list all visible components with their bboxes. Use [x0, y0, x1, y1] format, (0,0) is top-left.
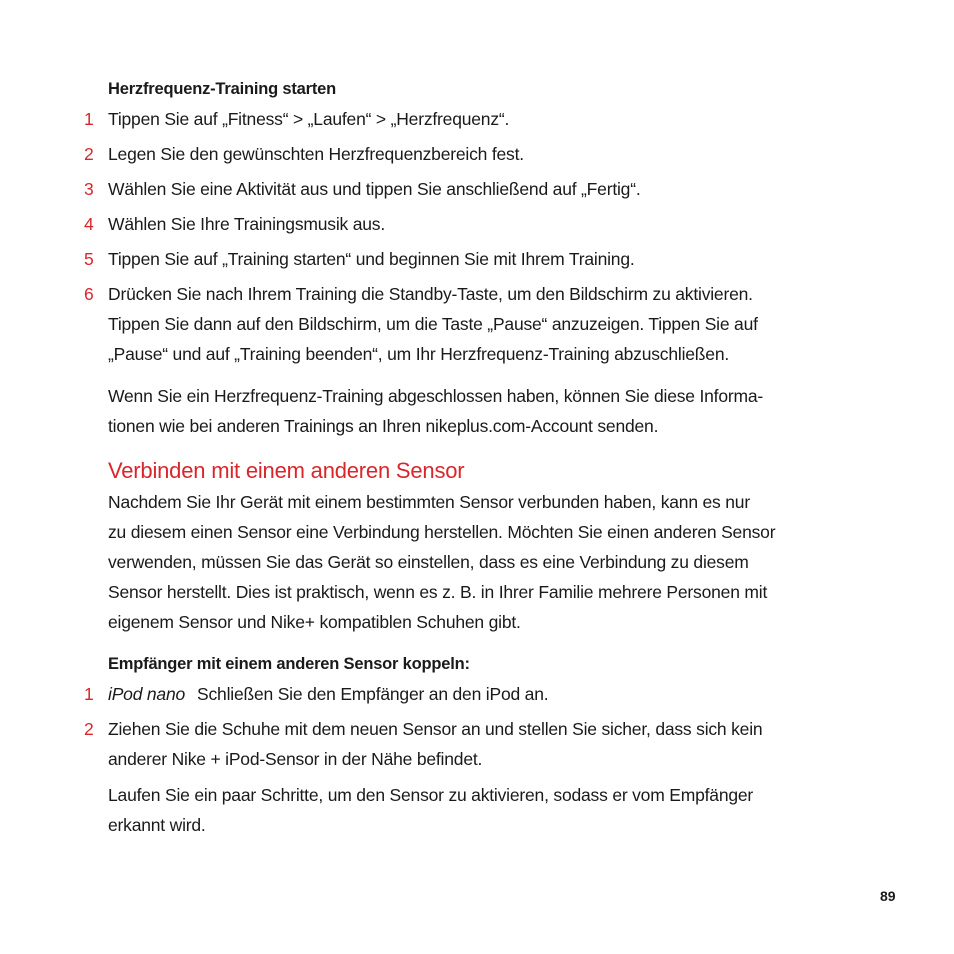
step-number: 6: [84, 284, 94, 304]
note-text: Laufen Sie ein paar Schritte, um den Sensor zu aktivieren, sodass er vom Empfänger: [108, 785, 754, 805]
step-number: 3: [84, 179, 94, 199]
step-text: Tippen Sie dann auf den Bildschirm, um die Taste „Pause“ anzuzeigen. Tippen Sie auf: [108, 314, 758, 334]
step-text: Tippen Sie auf „Training starten“ und beginnen Sie mit Ihrem Training.: [108, 249, 635, 269]
step-number: 2: [84, 144, 94, 164]
step-text: Ziehen Sie die Schuhe mit dem neuen Sensor an und stellen Sie sicher, dass sich kein: [108, 719, 763, 739]
section-heading-other-sensor: Verbinden mit einem anderen Sensor: [108, 458, 465, 483]
body-text: verwenden, müssen Sie das Gerät so einstellen, dass es eine Verbindung zu diesem: [108, 552, 749, 572]
step-text: Schließen Sie den Empfänger an den iPod an.: [197, 684, 549, 704]
step-text: anderer Nike + iPod-Sensor in der Nähe befindet.: [108, 749, 483, 769]
step-number: 1: [84, 684, 94, 704]
note-text: Wenn Sie ein Herzfrequenz-Training abgeschlossen haben, können Sie diese Informa-: [108, 386, 764, 406]
body-text: zu diesem einen Sensor eine Verbindung herstellen. Möchten Sie einen anderen Sensor: [108, 522, 776, 542]
page-number: 89: [880, 888, 896, 904]
note-text: tionen wie bei anderen Trainings an Ihren nikeplus.com-Account senden.: [108, 416, 659, 436]
step-text: „Pause“ und auf „Training beenden“, um Ihr Herzfrequenz-Training abzuschließen.: [108, 344, 730, 364]
subheading-pair-sensor: Empfänger mit einem anderen Sensor koppeln:: [108, 655, 470, 673]
body-text: Sensor herstellt. Dies ist praktisch, wenn es z. B. in Ihrer Familie mehrere Personen mit: [108, 582, 768, 602]
step-number: 1: [84, 109, 94, 129]
body-text: Nachdem Sie Ihr Gerät mit einem bestimmten Sensor verbunden haben, kann es nur: [108, 492, 750, 512]
device-label: iPod nano: [108, 684, 186, 704]
step-number: 2: [84, 719, 94, 739]
step-text: Tippen Sie auf „Fitness“ > „Laufen“ > „Herzfrequenz“.: [108, 109, 510, 129]
step-text: Drücken Sie nach Ihrem Training die Standby-Taste, um den Bildschirm zu aktivieren.: [108, 284, 753, 304]
step-text: Legen Sie den gewünschten Herzfrequenzbereich fest.: [108, 144, 524, 164]
step-number: 5: [84, 249, 94, 269]
step-text-row: [108, 679, 548, 709]
step-text: Wählen Sie eine Aktivität aus und tippen Sie anschließend auf „Fertig“.: [108, 179, 641, 199]
step-text: Wählen Sie Ihre Trainingsmusik aus.: [108, 214, 386, 234]
note-text: erkannt wird.: [108, 815, 206, 835]
step-number: 4: [84, 214, 94, 234]
body-text: eigenem Sensor und Nike+ kompatiblen Schuhen gibt.: [108, 612, 521, 632]
section-heading-heart-rate: Herzfrequenz-Training starten: [108, 80, 336, 98]
